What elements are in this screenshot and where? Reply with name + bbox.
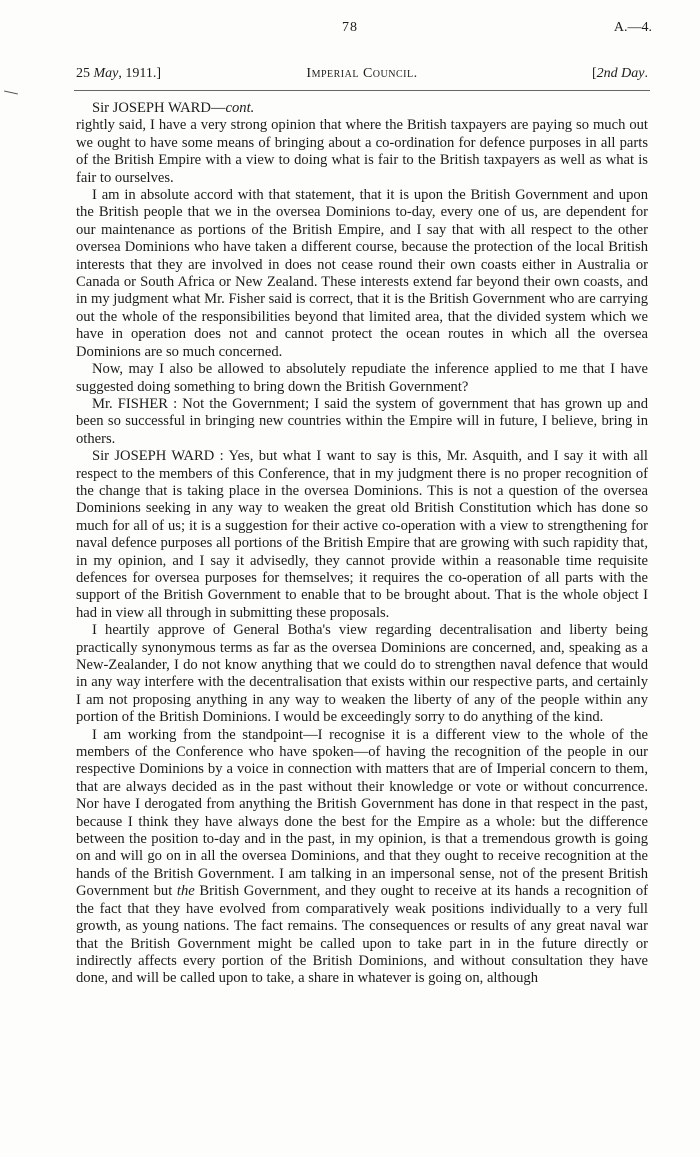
margin-pencil-mark [4, 91, 18, 95]
running-head [76, 66, 648, 86]
header-rule [74, 90, 650, 91]
paragraph-4-fisher: Mr. FISHER : Not the Government; I said the system of government that has grown up and been so successful in bringing new countries within the Empire will in future, I believe, bring in others. [76, 395, 648, 447]
running-head-title: Imperial Council. [306, 66, 418, 81]
paragraph-6: I heartily approve of General Botha's view regarding decentralisation and liberty being practically synonymous terms as far as the oversea Dominions are concerned, and, speaking as a New-Zealander, I do not know anything that we could do to strengthen naval defence that would in any way interfere with the decentralisation that exists within our respective parts, and certainly I am not proposing anything in any way to weaken the liberty of any of the people within any portion of the British Dominions. I would be exceedingly sorry to do anything of the kind. [76, 622, 648, 726]
paragraph-1: rightly said, I have a very strong opinion that where the British taxpayers are paying so much out we ought to have some means of bringing about a co-ordination for defence purposes in all parts of the British Empire with a view to doing what is fair to the British taxpayers as well as what is fair to ourselves. [76, 117, 648, 186]
running-head-date: 25 May, 1911.] [76, 66, 162, 81]
page-body [76, 100, 648, 988]
paragraph-5-ward: Sir JOSEPH WARD : Yes, but what I want to say is this, Mr. Asquith, and I say it with all respect to the members of this Conference, that in my judgment there is no proper recognition of the change that is taking place in the oversea Dominions. This is not a question of the oversea Dominions seeking in any way to weaken the great old British Constitution which has done so much for all of us; it is a suggestion for their active co-operation with a view to strengthening for naval defence purposes all portions of the British Empire that are growing with such rapidity that, in my opinion, and I say it advisedly, they cannot provide within a reasonable time requisite defences for oversea purposes for themselves; it requires the co-operation of all parts with the support of the British Government to enable that to be brought about. That is the whole object I had in view all through in submitting these proposals. [76, 448, 648, 621]
section-code: A.—4. [613, 20, 652, 35]
paragraph-2: I am in absolute accord with that statement, that it is upon the British Government and upon the British people that we in the oversea Dominions to-day, every one of us, are dependent for our maintenance as portions of the British Empire, and I say that with all respect to the other oversea Dominions who have taken a different course, because the protection of the local British interests that they are involved in does not cease round their own coasts either in Australia or Canada or South Africa or New Zealand. These interests extend far beyond their own coasts, and in my judgment what Mr. Fisher said is correct, that it is the British Government who are carrying out the whole of the responsibilities beyond that limited area, that the divided system which we have in operation does not and cannot protect the ocean routes in which all the oversea Dominions are so much concerned. [76, 187, 648, 360]
page-top-line [0, 20, 700, 42]
running-head-day: [2nd Day. [592, 66, 648, 81]
speaker-heading: Sir JOSEPH WARD—cont. [92, 100, 255, 116]
paragraph-3: Now, may I also be allowed to absolutely repudiate the inference applied to me that I have suggested doing something to bring down the British Government? [76, 361, 648, 395]
paragraph-7: I am working from the standpoint—I recognise it is a different view to the whole of the members of the Conference who have spoken—of having the recognition of the people in our respective Dominions by a voice in connection with matters that are of Imperial concern to them, that are always decided as in the past without their knowledge or vote or without concurrence. Nor have I derogated from anything the British Government has done in that respect in the past, because I think they have always done the best for the Empire as a whole: but the difference between the position to-day and in the past, in my opinion, is that a tremendous growth is going on and will go on in all the oversea Dominions, and that they ought to receive recognition at the hands of the British Government. I am talking in an impersonal sense, not of the present British Government but the British Government, and they ought to receive at its hands a recognition of the fact that they have evolved from comparatively weak positions individually to a very full growth, as young nations. The fact remains. The consequences or results of any great naval war that the British Government might be called upon to take part in in the future directly or indirectly affects every portion of the British Dominions, and without consultation they have done, and will be called upon to take, a share in whatever is going on, although [76, 726, 648, 987]
page-number: 78 [342, 20, 358, 35]
